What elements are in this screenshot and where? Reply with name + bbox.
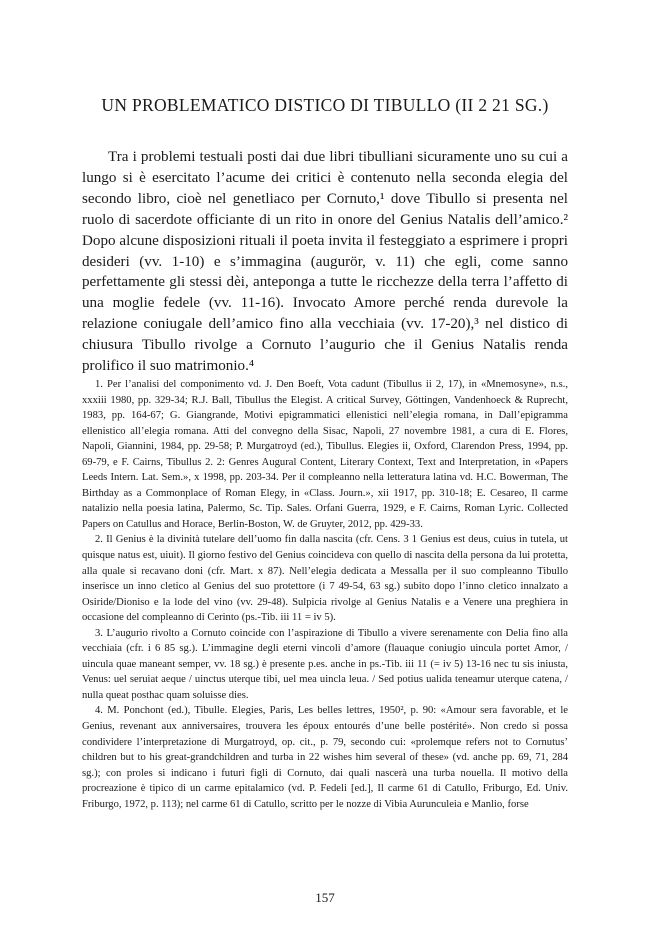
footnote-1: 1. Per l’analisi del componimento vd. J. Den Boeft, Vota cadunt (Tibullus ii 2, 17), in «Mnemosyne», n.s., xxxiii 1980, pp. 329-34; R.J. Ball, Tibullus the Elegist. A critical Survey, Göttingen, Vandenhoeck & Ruprecht, 1983, pp. 164-67; G. Giangrande, Motivi epigrammatici ellenistici nell’elegia romana, in Dall’epigramma ellenistico all’elegia romana. Atti del convegno della Sisac, Napoli, 27 novembre 1981, a cura di E. Flores, Napoli, Giannini, 1984, pp. 29-58; P. Murgatroyd (ed.), Tibullus. Elegies ii, Oxford, Clarendon Press, 1994, pp. 69-79, e F. Cairns, Tibullus 2. 2: Genres Augural Content, Literary Context, Text and Interpretation, in «Papers Leeds Intern. Lat. Sem.», x 1998, pp. 203-34. Per il compleanno nella letteratura latina vd. H.C. Bowerman, The Birthday as a Commonplace of Roman Elegy, in «Class. Journ.», xii 1917, pp. 310-18; E. Cesareo, Il carme natalizio nella poesia latina, Palermo, Sc. Tip. Sales. Orfani Guerra, 1929, e F. Cairns, Roman Lyric. Collected Papers on Catullus and Horace, Berlin-Boston, W. de Gruyter, 2012, pp. 429-33. [82, 379, 568, 530]
page-number: 157 [315, 890, 335, 905]
footnotes [82, 377, 568, 812]
footnote-2: 2. Il Genius è la divinità tutelare dell’uomo fin dalla nascita (cfr. Cens. 3 1 Genius est deus, cuius in tutela, ut quisque natus est, uiuit). Il giorno festivo del Genius coincideva con quello di nascita della persona da lui protetta, alla quale si recavano doni (cfr. Mart. x 87). Nell’elegia dedicata a Messalla per il suo compleanno Tibullo inserisce un inno cletico al Genius del suo protettore (i 7 49-54, 63 sg.) subito dopo l’inno cletico innalzato a Osiride/Dioniso e la lode del vino (vv. 29-48). Sulpicia rivolge al Genius Natalis e a Venere una preghiera in occasione del compleanno di Cerinto (ps.-Tib. iii 11 = iv 5). [82, 534, 568, 624]
chapter-title: UN PROBLEMATICO DISTICO DI TIBULLO (II 2 21 SG.) [101, 95, 549, 115]
main-text [82, 147, 568, 377]
footnote-3: 3. L’augurio rivolto a Cornuto coincide con l’aspirazione di Tibullo a vivere serenamente con Delia fino alla vecchiaia (cfr. i 6 85 sg.). L’immagine degli eterni vincoli d’amore (flauaque coniugio uincula portet Amor, / uincula quae maneant semper, vv. 18 sg.) è presente p.es. anche in ps.-Tib. iii 11 (= iv 5) 13-16 nec tu sis iniusta, Venus: uel seruiat aeque / uinctus uterque tibi, uel mea uincla leua. / Sed potius ualida teneamur uterque catena, / nulla queat posthac quam soluisse dies. [82, 627, 568, 701]
footnote-4: 4. M. Ponchont (ed.), Tibulle. Elegies, Paris, Les belles lettres, 1950², p. 90: «Amour sera favorable, et le Genius, revenant aux anniversaires, trouvera les époux entourés d’une belle postérité». Non credo si possa condividere l’interpretazione di Murgatroyd, op. cit., p. 79, secondo cui: «prolemque refers not to Cornutus’ children but to his great-grandchildren and turba in 22 wishes him several of these» (vd. anche pp. 69, 71, 284 sg.); con proles si indicano i futuri figli di Cornuto, dai quali nascerà una turba nouella. Il motivo della procreazione è tipico di un carme epitalamico (vd. P. Fedeli [ed.], Il carme 61 di Catullo, Friburgo, Ed. Univ. Friburgo, 1972, p. 113); nel carme 61 di Catullo, scritto per le nozze di Vibia Aurunculeia e Manlio, forse [82, 705, 568, 810]
body-paragraph: Tra i problemi testuali posti dai due libri tibulliani sicuramente uno su cui a lungo si è esercitato l’acume dei critici è contenuto nella seconda elegia del secondo libro, cioè nel genetliaco per Cornuto,¹ dove Tibullo si presenta nel ruolo di sacerdote officiante di un rito in onore del Genius Natalis dell’amico.² Dopo alcune disposizioni rituali il poeta invita il festeggiato a esprimere i propri desideri (vv. 1-10) e s’immagina (augurör, v. 11) che egli, come sanno perfettamente gli stessi dèi, anteponga a tutte le ricchezze della terra l’affetto di una moglie fedele (vv. 11-16). Invocato Amore perché renda durevole la relazione coniugale dell’amico fino alla vecchiaia (vv. 17-20),³ nel distico di chiusura Tibullo rivolge a Cornuto l’augurio che il Genius Natalis renda prolifico il suo matrimonio.⁴ [82, 149, 568, 375]
